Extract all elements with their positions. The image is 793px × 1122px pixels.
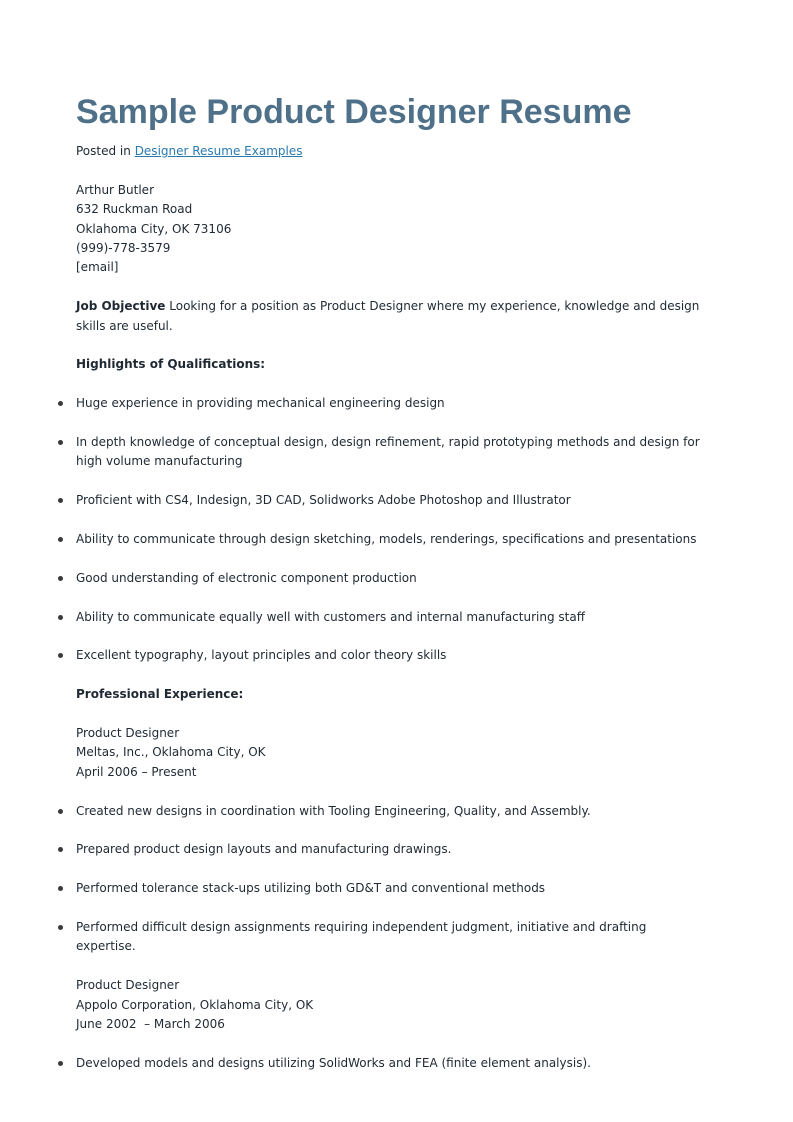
job-entry-meltas [76, 724, 706, 782]
job-title: Product Designer [76, 726, 180, 740]
list-item: Proficient with CS4, Indesign, 3D CAD, Solidworks Adobe Photoshop and Illustrator [76, 491, 706, 510]
bullet-icon [58, 498, 63, 503]
bullet-icon [58, 440, 63, 445]
objective-text: Looking for a position as Product Designer where my experience, knowledge and design skills are useful. [76, 299, 700, 333]
job-company: Meltas, Inc., Oklahoma City, OK [76, 745, 266, 760]
list-item: Huge experience in providing mechanical engineering design [76, 394, 706, 413]
bullet-icon [58, 847, 63, 852]
highlights-heading: Highlights of Qualifications: [76, 357, 266, 372]
contact-phone: (999)-778-3579 [76, 241, 171, 256]
posted-in-line [76, 142, 706, 161]
bullet-icon [58, 615, 63, 620]
job-company: Appolo Corporation, Oklahoma City, OK [76, 997, 314, 1012]
job-entry-appolo [76, 976, 706, 1034]
bullet-icon [58, 401, 63, 406]
bullet-icon [58, 537, 63, 542]
contact-street: 632 Ruckman Road [76, 202, 193, 217]
contact-name: Arthur Butler [76, 182, 154, 197]
list-item: Ability to communicate equally well with customers and internal manufacturing staff [76, 608, 706, 627]
contact-city: Oklahoma City, OK 73106 [76, 221, 232, 236]
list-item: Performed tolerance stack-ups utilizing both GD&T and conventional methods [76, 879, 706, 898]
bullet-icon [58, 925, 63, 930]
bullet-icon [58, 576, 63, 581]
list-item: Created new designs in coordination with Tooling Engineering, Quality, and Assembly. [76, 802, 706, 821]
page-title: Sample Product Designer Resume [76, 93, 632, 131]
job-duties-list [76, 802, 706, 957]
experience-heading: Professional Experience: [76, 687, 244, 702]
list-item: Ability to communicate through design sketching, models, renderings, specifications and presentations [76, 530, 706, 549]
bullet-icon [58, 653, 63, 658]
job-title: Product Designer [76, 978, 180, 993]
job-objective [76, 297, 706, 336]
job-dates: June 2002 – March 2006 [76, 1017, 225, 1032]
bullet-icon [58, 809, 63, 814]
category-link[interactable]: Designer Resume Examples [134, 144, 303, 158]
resume-content [76, 92, 706, 1093]
bullet-icon [58, 1061, 63, 1066]
contact-block [76, 181, 706, 278]
posted-in-prefix: Posted in [76, 144, 135, 158]
list-item: Developed models and designs utilizing SolidWorks and FEA (finite element analysis). [76, 1054, 706, 1073]
job-dates: April 2006 – Present [76, 764, 197, 779]
bullet-icon [58, 886, 63, 891]
list-item: In depth knowledge of conceptual design, design refinement, rapid prototyping methods and design for high volume manufacturing [76, 433, 706, 472]
list-item: Excellent typography, layout principles and color theory skills [76, 646, 706, 665]
list-item: Good understanding of electronic component production [76, 569, 706, 588]
objective-label: Job Objective [76, 299, 166, 314]
list-item: Performed difficult design assignments requiring independent judgment, initiative and drafting expertise. [76, 918, 706, 957]
job-duties-list [76, 1054, 706, 1073]
contact-email: [email] [76, 260, 119, 275]
list-item: Prepared product design layouts and manufacturing drawings. [76, 840, 706, 859]
highlights-list [76, 394, 706, 666]
